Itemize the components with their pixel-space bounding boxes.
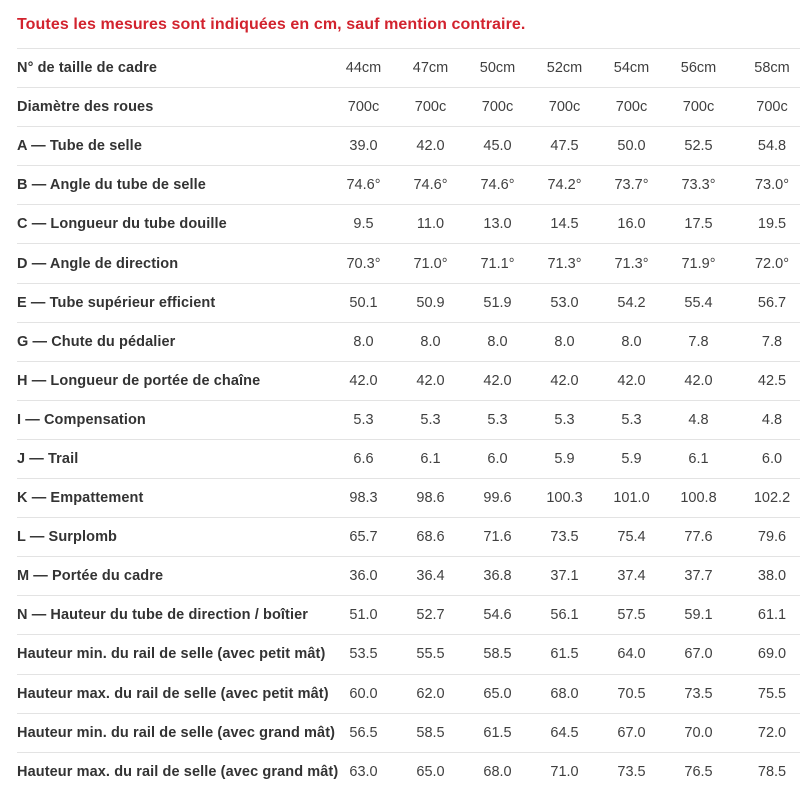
- row-label: N° de taille de cadre: [17, 60, 158, 77]
- cell-value: 8.0: [487, 333, 508, 350]
- cell-value: 14.5: [550, 216, 579, 233]
- cell-value: 8.0: [621, 333, 642, 350]
- cell-value: 101.0: [613, 490, 650, 507]
- row-label: C — Longueur du tube douille: [17, 216, 227, 233]
- cell-value: 74.2°: [547, 177, 582, 194]
- table-row: [17, 439, 800, 478]
- cell-value: 7.8: [761, 333, 783, 350]
- cell-value: 74.6°: [346, 177, 381, 194]
- table-row: [17, 283, 800, 322]
- cell-value: 56cm: [680, 60, 717, 77]
- cell-value: 8.0: [554, 333, 575, 350]
- cell-value: 75.4: [617, 529, 646, 546]
- cell-value: 47cm: [412, 60, 449, 77]
- cell-value: 42.0: [483, 372, 512, 389]
- cell-value: 8.0: [353, 333, 374, 350]
- cell-value: 700c: [682, 99, 715, 116]
- cell-value: 73.0°: [754, 177, 790, 194]
- cell-value: 42.0: [617, 372, 646, 389]
- cell-value: 17.5: [684, 216, 713, 233]
- cell-value: 42.0: [349, 372, 378, 389]
- cell-value: 59.1: [684, 607, 713, 624]
- cell-value: 65.0: [483, 685, 512, 702]
- cell-value: 74.6°: [413, 177, 448, 194]
- cell-value: 42.0: [684, 372, 713, 389]
- row-label: K — Empattement: [17, 490, 144, 507]
- cell-value: 58.5: [483, 646, 512, 663]
- cell-value: 4.8: [688, 411, 709, 428]
- cell-value: 61.5: [550, 646, 579, 663]
- cell-value: 79.6: [757, 529, 787, 546]
- table-row: [17, 127, 800, 166]
- cell-value: 700c: [756, 99, 788, 116]
- cell-value: 39.0: [349, 138, 378, 155]
- cell-value: 70.5: [617, 685, 646, 702]
- cell-value: 53.5: [349, 646, 378, 663]
- table-row: [17, 752, 800, 791]
- cell-value: 73.7°: [614, 177, 649, 194]
- cell-value: 11.0: [416, 216, 445, 233]
- cell-value: 52cm: [546, 60, 583, 77]
- row-label: B — Angle du tube de selle: [17, 177, 206, 194]
- cell-value: 64.5: [550, 724, 579, 741]
- cell-value: 100.8: [680, 490, 717, 507]
- cell-value: 7.8: [688, 333, 709, 350]
- cell-value: 36.8: [483, 568, 512, 585]
- cell-value: 68.0: [483, 763, 512, 780]
- cell-value: 71.0°: [413, 255, 448, 272]
- cell-value: 78.5: [757, 763, 787, 780]
- cell-value: 62.0: [416, 685, 445, 702]
- cell-value: 37.4: [617, 568, 646, 585]
- cell-value: 68.0: [550, 685, 579, 702]
- cell-value: 98.6: [416, 490, 445, 507]
- cell-value: 36.4: [416, 568, 445, 585]
- cell-value: 51.0: [349, 607, 378, 624]
- cell-value: 73.3°: [681, 177, 716, 194]
- row-label: Hauteur min. du rail de selle (avec grand mât): [17, 724, 336, 741]
- table-row: [17, 400, 800, 439]
- cell-value: 51.9: [483, 294, 512, 311]
- cell-value: 5.3: [353, 411, 374, 428]
- cell-value: 56.5: [349, 724, 378, 741]
- cell-value: 5.3: [420, 411, 441, 428]
- row-label: N — Hauteur du tube de direction / boîtier: [17, 607, 308, 624]
- cell-value: 60.0: [349, 685, 378, 702]
- table-row: [17, 596, 800, 635]
- cell-value: 56.7: [757, 294, 787, 311]
- row-label: E — Tube supérieur efficient: [17, 294, 216, 311]
- table-row: [17, 166, 800, 205]
- cell-value: 5.3: [554, 411, 575, 428]
- row-label: Hauteur min. du rail de selle (avec petit mât): [17, 646, 326, 663]
- cell-value: 71.9°: [681, 255, 716, 272]
- cell-value: 61.1: [757, 607, 787, 624]
- cell-value: 55.5: [416, 646, 445, 663]
- row-label: Hauteur max. du rail de selle (avec grand mât): [17, 763, 339, 780]
- cell-value: 65.0: [416, 763, 445, 780]
- row-label: A — Tube de selle: [17, 138, 142, 155]
- cell-value: 73.5: [550, 529, 579, 546]
- cell-value: 67.0: [684, 646, 713, 663]
- row-label: Hauteur max. du rail de selle (avec petit mât): [17, 685, 329, 702]
- cell-value: 61.5: [483, 724, 512, 741]
- cell-value: 53.0: [550, 294, 579, 311]
- cell-value: 54cm: [613, 60, 650, 77]
- cell-value: 75.5: [757, 685, 787, 702]
- cell-value: 102.2: [753, 490, 791, 507]
- cell-value: 76.5: [684, 763, 713, 780]
- cell-value: 700c: [548, 99, 581, 116]
- cell-value: 47.5: [550, 138, 579, 155]
- cell-value: 50cm: [479, 60, 516, 77]
- cell-value: 6.1: [688, 450, 709, 467]
- row-label: H — Longueur de portée de chaîne: [17, 372, 261, 389]
- cell-value: 67.0: [617, 724, 646, 741]
- row-label: J — Trail: [17, 450, 79, 467]
- cell-value: 70.0: [684, 724, 713, 741]
- geometry-table-container: [17, 48, 800, 791]
- cell-value: 16.0: [617, 216, 646, 233]
- cell-value: 73.5: [617, 763, 646, 780]
- cell-value: 37.1: [550, 568, 579, 585]
- cell-value: 50.0: [617, 138, 646, 155]
- table-row: [17, 244, 800, 283]
- cell-value: 700c: [347, 99, 380, 116]
- cell-value: 6.6: [353, 450, 374, 467]
- table-row: [17, 557, 800, 596]
- cell-value: 5.9: [554, 450, 575, 467]
- table-row: [17, 518, 800, 557]
- cell-value: 4.8: [761, 411, 783, 428]
- cell-value: 5.3: [621, 411, 642, 428]
- row-label: D — Angle de direction: [17, 255, 179, 272]
- cell-value: 54.8: [757, 138, 787, 155]
- cell-value: 71.0: [550, 763, 579, 780]
- cell-value: 6.1: [420, 450, 441, 467]
- cell-value: 45.0: [483, 138, 512, 155]
- cell-value: 37.7: [684, 568, 713, 585]
- cell-value: 54.6: [483, 607, 512, 624]
- cell-value: 700c: [414, 99, 447, 116]
- cell-value: 700c: [481, 99, 514, 116]
- cell-value: 77.6: [684, 529, 713, 546]
- cell-value: 64.0: [617, 646, 646, 663]
- cell-value: 98.3: [349, 490, 378, 507]
- cell-value: 6.0: [761, 450, 783, 467]
- table-row: [17, 635, 800, 674]
- cell-value: 100.3: [546, 490, 583, 507]
- cell-value: 42.0: [416, 138, 445, 155]
- cell-value: 54.2: [617, 294, 646, 311]
- table-row: [17, 205, 800, 244]
- cell-value: 42.0: [550, 372, 579, 389]
- table-row: [17, 88, 800, 127]
- cell-value: 72.0°: [754, 255, 790, 272]
- cell-value: 58.5: [416, 724, 445, 741]
- cell-value: 58cm: [754, 60, 790, 77]
- cell-value: 5.9: [621, 450, 642, 467]
- cell-value: 36.0: [349, 568, 378, 585]
- geometry-table: [17, 48, 800, 791]
- cell-value: 42.0: [416, 372, 445, 389]
- cell-value: 52.5: [684, 138, 713, 155]
- cell-value: 38.0: [757, 568, 787, 585]
- cell-value: 44cm: [345, 60, 382, 77]
- cell-value: 50.9: [416, 294, 445, 311]
- cell-value: 55.4: [684, 294, 713, 311]
- row-label: Diamètre des roues: [17, 99, 154, 116]
- row-label: I — Compensation: [17, 411, 146, 428]
- cell-value: 52.7: [416, 607, 445, 624]
- cell-value: 71.6: [483, 529, 512, 546]
- cell-value: 56.1: [550, 607, 579, 624]
- row-label: L — Surplomb: [17, 529, 118, 546]
- cell-value: 71.3°: [614, 255, 649, 272]
- cell-value: 70.3°: [346, 255, 381, 272]
- cell-value: 42.5: [757, 372, 787, 389]
- row-label: G — Chute du pédalier: [17, 333, 176, 350]
- cell-value: 74.6°: [480, 177, 515, 194]
- table-row: [17, 479, 800, 518]
- cell-value: 71.1°: [480, 255, 515, 272]
- cell-value: 9.5: [353, 216, 374, 233]
- cell-value: 69.0: [757, 646, 787, 663]
- cell-value: 700c: [615, 99, 648, 116]
- cell-value: 57.5: [617, 607, 646, 624]
- cell-value: 8.0: [420, 333, 441, 350]
- row-label: M — Portée du cadre: [17, 568, 164, 585]
- table-row: [17, 713, 800, 752]
- cell-value: 65.7: [349, 529, 378, 546]
- cell-value: 6.0: [487, 450, 508, 467]
- cell-value: 5.3: [487, 411, 508, 428]
- cell-value: 19.5: [757, 216, 787, 233]
- cell-value: 99.6: [483, 490, 512, 507]
- cell-value: 71.3°: [547, 255, 582, 272]
- cell-value: 73.5: [684, 685, 713, 702]
- measurement-note: Toutes les mesures sont indiquées en cm, sauf mention contraire.: [17, 16, 526, 33]
- table-row: [17, 361, 800, 400]
- cell-value: 13.0: [483, 216, 512, 233]
- cell-value: 72.0: [757, 724, 787, 741]
- table-row: [17, 322, 800, 361]
- cell-value: 68.6: [416, 529, 445, 546]
- table-row: [17, 674, 800, 713]
- cell-value: 50.1: [349, 294, 378, 311]
- cell-value: 63.0: [349, 763, 378, 780]
- table-row: [17, 49, 800, 88]
